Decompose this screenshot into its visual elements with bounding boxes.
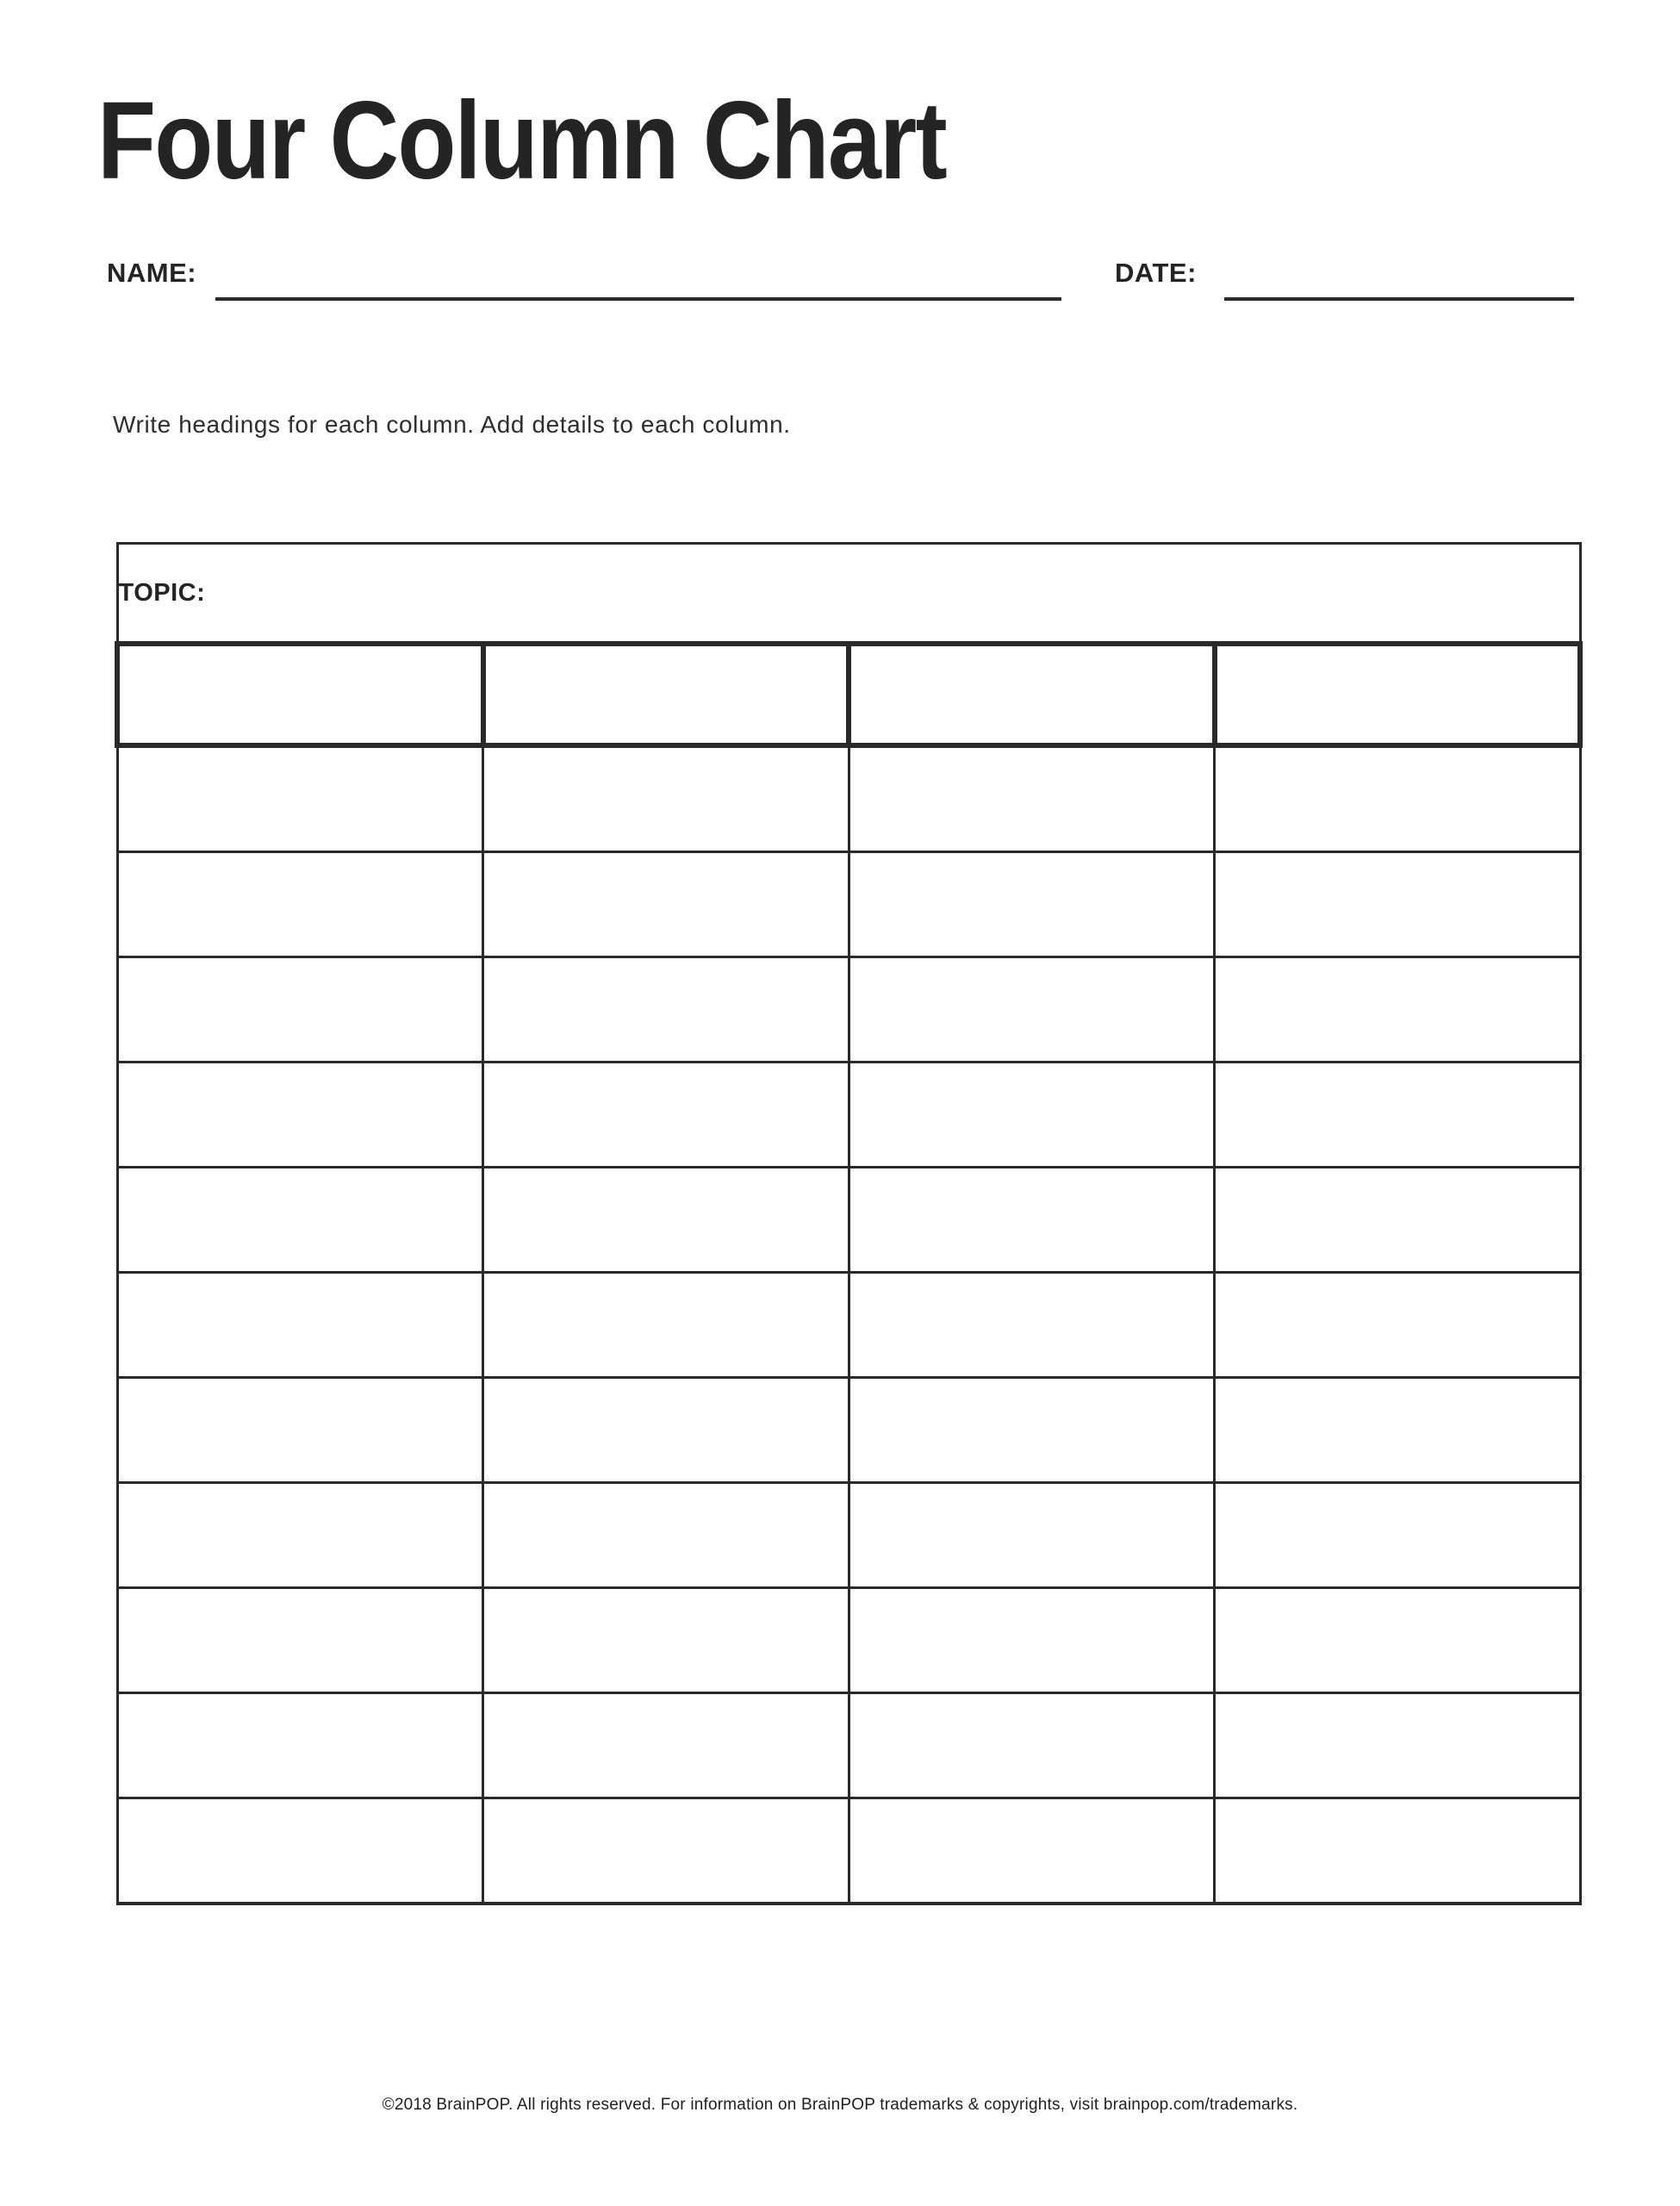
- table-cell[interactable]: [849, 1588, 1215, 1693]
- table-cell[interactable]: [1215, 745, 1581, 852]
- table-cell[interactable]: [117, 1798, 483, 1904]
- table-cell[interactable]: [483, 1378, 849, 1483]
- topic-row: [117, 544, 1580, 645]
- table-row: [117, 957, 1580, 1062]
- table-row: [117, 1378, 1580, 1483]
- table-row: [117, 1168, 1580, 1273]
- table-row: [117, 745, 1580, 852]
- table-cell[interactable]: [849, 1798, 1215, 1904]
- date-label: DATE:: [1115, 258, 1197, 288]
- table-cell[interactable]: [117, 745, 483, 852]
- name-label: NAME:: [107, 258, 197, 288]
- name-input-line[interactable]: [215, 297, 1061, 301]
- table-cell[interactable]: [483, 1273, 849, 1378]
- column-heading-cell[interactable]: [849, 644, 1215, 745]
- table-cell[interactable]: [849, 1062, 1215, 1168]
- table-cell[interactable]: [1215, 852, 1581, 957]
- table-cell[interactable]: [849, 1378, 1215, 1483]
- table-cell[interactable]: [117, 1483, 483, 1588]
- column-heading-cell[interactable]: [117, 644, 483, 745]
- table-row: [117, 1693, 1580, 1798]
- table-cell[interactable]: [1215, 1378, 1581, 1483]
- table-cell[interactable]: [1215, 1588, 1581, 1693]
- table-cell[interactable]: [117, 1062, 483, 1168]
- table-cell[interactable]: [483, 1168, 849, 1273]
- table-cell[interactable]: [117, 1588, 483, 1693]
- column-heading-cell[interactable]: [1215, 644, 1581, 745]
- table-cell[interactable]: [117, 1273, 483, 1378]
- table-cell[interactable]: [483, 957, 849, 1062]
- table-cell[interactable]: [849, 1273, 1215, 1378]
- table-cell[interactable]: [1215, 1798, 1581, 1904]
- table-cell[interactable]: [483, 745, 849, 852]
- table-cell[interactable]: [1215, 1693, 1581, 1798]
- table-cell[interactable]: [483, 1483, 849, 1588]
- table-cell[interactable]: [849, 1168, 1215, 1273]
- table-row: [117, 1588, 1580, 1693]
- table-cell[interactable]: [1215, 1062, 1581, 1168]
- table-cell[interactable]: [117, 1168, 483, 1273]
- table-cell[interactable]: [117, 957, 483, 1062]
- table-cell[interactable]: [849, 957, 1215, 1062]
- date-input-line[interactable]: [1224, 297, 1574, 301]
- table-cell[interactable]: [849, 1693, 1215, 1798]
- column-header-row: [117, 644, 1580, 745]
- instruction-text: Write headings for each column. Add details to each column.: [113, 411, 791, 438]
- four-column-chart-table: [115, 542, 1583, 1905]
- table-cell[interactable]: [1215, 1483, 1581, 1588]
- table-row: [117, 852, 1580, 957]
- table-cell[interactable]: [483, 1798, 849, 1904]
- table-cell[interactable]: [849, 1483, 1215, 1588]
- column-heading-cell[interactable]: [483, 644, 849, 745]
- topic-label: TOPIC:: [118, 578, 206, 607]
- table-row: [117, 1483, 1580, 1588]
- topic-cell[interactable]: [117, 544, 1580, 645]
- table-row: [117, 1273, 1580, 1378]
- table-cell[interactable]: [117, 1378, 483, 1483]
- table-cell[interactable]: [483, 852, 849, 957]
- page-title: Four Column Chart: [97, 79, 946, 203]
- table-row: [117, 1798, 1580, 1904]
- table-cell[interactable]: [117, 1693, 483, 1798]
- table-cell[interactable]: [1215, 1168, 1581, 1273]
- table-cell[interactable]: [849, 852, 1215, 957]
- table-cell[interactable]: [483, 1588, 849, 1693]
- table-cell[interactable]: [849, 745, 1215, 852]
- copyright-footer: ©2018 BrainPOP. All rights reserved. For information on BrainPOP trademarks & copyrights, visit brainpop.com/trademarks.: [382, 2096, 1298, 2114]
- table-cell[interactable]: [1215, 1273, 1581, 1378]
- table-cell[interactable]: [483, 1062, 849, 1168]
- table-row: [117, 1062, 1580, 1168]
- table-cell[interactable]: [1215, 957, 1581, 1062]
- table-cell[interactable]: [117, 852, 483, 957]
- table-cell[interactable]: [483, 1693, 849, 1798]
